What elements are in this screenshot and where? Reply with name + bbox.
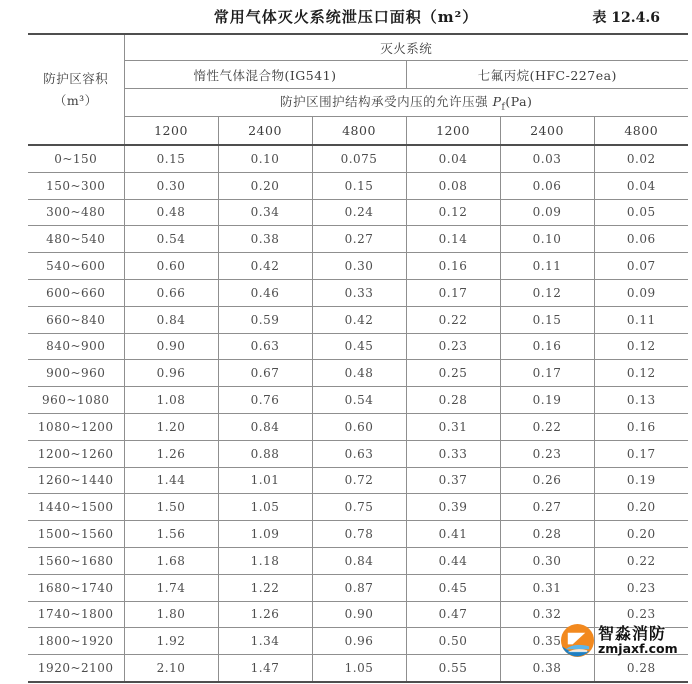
area-value-cell: 1.18 bbox=[218, 547, 312, 574]
area-value-cell: 0.23 bbox=[594, 574, 688, 601]
table-number: 表 12.4.6 bbox=[592, 10, 660, 26]
volume-range-cell: 300~480 bbox=[28, 199, 124, 226]
area-value-cell: 0.12 bbox=[594, 333, 688, 360]
table-row bbox=[28, 306, 688, 333]
area-value-cell: 0.59 bbox=[218, 306, 312, 333]
area-value-cell: 0.02 bbox=[594, 145, 688, 172]
watermark-text bbox=[598, 623, 678, 657]
table-row bbox=[28, 253, 688, 280]
area-value-cell: 0.67 bbox=[218, 360, 312, 387]
area-value-cell: 0.19 bbox=[500, 387, 594, 414]
area-value-cell: 0.63 bbox=[218, 333, 312, 360]
table-row bbox=[28, 360, 688, 387]
area-value-cell: 0.96 bbox=[124, 360, 218, 387]
volume-range-cell: 1680~1740 bbox=[28, 574, 124, 601]
pressure-value-header: 2400 bbox=[218, 117, 312, 146]
area-value-cell: 1.56 bbox=[124, 521, 218, 548]
area-value-cell: 0.27 bbox=[312, 226, 406, 253]
page-title: 常用气体灭火系统泄压口面积（m²） bbox=[213, 8, 479, 26]
table-row bbox=[28, 413, 688, 440]
area-value-cell: 0.55 bbox=[406, 655, 500, 682]
area-value-cell: 1.44 bbox=[124, 467, 218, 494]
area-value-cell: 0.26 bbox=[500, 467, 594, 494]
area-value-cell: 0.48 bbox=[124, 199, 218, 226]
area-value-cell: 0.48 bbox=[312, 360, 406, 387]
area-value-cell: 1.05 bbox=[312, 655, 406, 682]
area-value-cell: 0.06 bbox=[500, 172, 594, 199]
area-value-cell: 0.75 bbox=[312, 494, 406, 521]
area-value-cell: 0.28 bbox=[500, 521, 594, 548]
agent-hfc227ea-header: 七氟丙烷(HFC-227ea) bbox=[406, 61, 688, 89]
area-value-cell: 0.84 bbox=[218, 413, 312, 440]
table-row bbox=[28, 172, 688, 199]
volume-range-cell: 1800~1920 bbox=[28, 628, 124, 655]
area-value-cell: 0.09 bbox=[500, 199, 594, 226]
area-value-cell: 0.11 bbox=[594, 306, 688, 333]
area-value-cell: 0.33 bbox=[312, 279, 406, 306]
watermark-url: zmjaxf.com bbox=[598, 641, 678, 657]
area-value-cell: 0.04 bbox=[406, 145, 500, 172]
area-value-cell: 0.50 bbox=[406, 628, 500, 655]
volume-range-cell: 840~900 bbox=[28, 333, 124, 360]
volume-range-cell: 0~150 bbox=[28, 145, 124, 172]
area-value-cell: 0.17 bbox=[406, 279, 500, 306]
area-value-cell: 0.20 bbox=[594, 494, 688, 521]
area-value-cell: 1.68 bbox=[124, 547, 218, 574]
area-value-cell: 0.22 bbox=[500, 413, 594, 440]
area-value-cell: 0.72 bbox=[312, 467, 406, 494]
pressure-group-header bbox=[124, 89, 688, 117]
volume-column-header bbox=[28, 34, 124, 145]
area-value-cell: 0.03 bbox=[500, 145, 594, 172]
area-value-cell: 0.96 bbox=[312, 628, 406, 655]
table-row bbox=[28, 467, 688, 494]
area-value-cell: 0.87 bbox=[312, 574, 406, 601]
area-value-cell: 0.15 bbox=[312, 172, 406, 199]
table-row bbox=[28, 440, 688, 467]
pressure-relief-table bbox=[28, 33, 688, 683]
area-value-cell: 0.54 bbox=[312, 387, 406, 414]
area-value-cell: 0.23 bbox=[406, 333, 500, 360]
volume-range-cell: 540~600 bbox=[28, 253, 124, 280]
area-value-cell: 0.09 bbox=[594, 279, 688, 306]
area-value-cell: 1.26 bbox=[218, 601, 312, 628]
area-value-cell: 0.76 bbox=[218, 387, 312, 414]
volume-range-cell: 1920~2100 bbox=[28, 655, 124, 682]
area-value-cell: 0.10 bbox=[218, 145, 312, 172]
area-value-cell: 0.17 bbox=[500, 360, 594, 387]
volume-range-cell: 660~840 bbox=[28, 306, 124, 333]
area-value-cell: 0.44 bbox=[406, 547, 500, 574]
area-value-cell: 0.60 bbox=[312, 413, 406, 440]
pressure-symbol-subscript: f bbox=[501, 102, 506, 113]
area-value-cell: 0.23 bbox=[500, 440, 594, 467]
area-value-cell: 1.22 bbox=[218, 574, 312, 601]
table-row bbox=[28, 333, 688, 360]
area-value-cell: 0.32 bbox=[500, 601, 594, 628]
area-value-cell: 1.92 bbox=[124, 628, 218, 655]
volume-range-cell: 1200~1260 bbox=[28, 440, 124, 467]
table-row bbox=[28, 521, 688, 548]
pressure-symbol: P bbox=[492, 94, 502, 110]
area-value-cell: 0.06 bbox=[594, 226, 688, 253]
table-row bbox=[28, 145, 688, 172]
area-value-cell: 1.26 bbox=[124, 440, 218, 467]
area-value-cell: 0.60 bbox=[124, 253, 218, 280]
area-value-cell: 0.10 bbox=[500, 226, 594, 253]
volume-range-cell: 1080~1200 bbox=[28, 413, 124, 440]
area-value-cell: 1.05 bbox=[218, 494, 312, 521]
area-value-cell: 0.38 bbox=[500, 655, 594, 682]
table-row bbox=[28, 494, 688, 521]
volume-range-cell: 1740~1800 bbox=[28, 601, 124, 628]
area-value-cell: 0.19 bbox=[594, 467, 688, 494]
area-value-cell: 1.20 bbox=[124, 413, 218, 440]
pressure-value-header: 4800 bbox=[312, 117, 406, 146]
area-value-cell: 0.33 bbox=[406, 440, 500, 467]
area-value-cell: 0.45 bbox=[312, 333, 406, 360]
area-value-cell: 1.01 bbox=[218, 467, 312, 494]
area-value-cell: 0.34 bbox=[218, 199, 312, 226]
area-value-cell: 0.23 bbox=[594, 601, 688, 628]
volume-header-line1: 防护区容积 bbox=[43, 71, 109, 87]
area-value-cell: 0.31 bbox=[500, 574, 594, 601]
area-value-cell: 0.16 bbox=[594, 413, 688, 440]
volume-range-cell: 1560~1680 bbox=[28, 547, 124, 574]
area-value-cell: 0.05 bbox=[594, 199, 688, 226]
area-value-cell: 0.42 bbox=[218, 253, 312, 280]
area-value-cell: 1.09 bbox=[218, 521, 312, 548]
area-value-cell: 0.90 bbox=[124, 333, 218, 360]
table-body bbox=[28, 145, 688, 682]
area-value-cell: 0.66 bbox=[124, 279, 218, 306]
area-value-cell: 0.13 bbox=[594, 387, 688, 414]
area-value-cell: 0.78 bbox=[312, 521, 406, 548]
volume-range-cell: 960~1080 bbox=[28, 387, 124, 414]
pressure-value-header: 1200 bbox=[124, 117, 218, 146]
area-value-cell: 0.41 bbox=[406, 521, 500, 548]
table-row bbox=[28, 547, 688, 574]
zhimiao-logo-icon bbox=[560, 623, 595, 658]
area-value-cell: 0.07 bbox=[594, 253, 688, 280]
volume-range-cell: 1500~1560 bbox=[28, 521, 124, 548]
area-value-cell: 0.35 bbox=[500, 628, 594, 655]
area-value-cell: 0.16 bbox=[406, 253, 500, 280]
area-value-cell: 0.04 bbox=[594, 172, 688, 199]
area-value-cell: 0.84 bbox=[312, 547, 406, 574]
area-value-cell: 0.12 bbox=[500, 279, 594, 306]
pressure-value-header: 4800 bbox=[594, 117, 688, 146]
area-value-cell: 1.34 bbox=[218, 628, 312, 655]
area-value-cell: 0.90 bbox=[312, 601, 406, 628]
area-value-cell: 1.08 bbox=[124, 387, 218, 414]
volume-range-cell: 480~540 bbox=[28, 226, 124, 253]
pressure-value-header: 2400 bbox=[500, 117, 594, 146]
watermark-company-name: 智淼消防 bbox=[598, 623, 667, 643]
table-header bbox=[28, 34, 688, 145]
area-value-cell: 2.10 bbox=[124, 655, 218, 682]
area-value-cell: 0.075 bbox=[312, 145, 406, 172]
area-value-cell: 0.22 bbox=[594, 547, 688, 574]
area-value-cell: 0.28 bbox=[594, 655, 688, 682]
volume-header-line2: （m³） bbox=[53, 92, 98, 108]
volume-range-cell: 900~960 bbox=[28, 360, 124, 387]
area-value-cell: 0.12 bbox=[594, 360, 688, 387]
area-value-cell: 0.27 bbox=[500, 494, 594, 521]
area-value-cell: 0.47 bbox=[406, 601, 500, 628]
area-value-cell: 0.22 bbox=[406, 306, 500, 333]
area-value-cell: 0.20 bbox=[218, 172, 312, 199]
area-value-cell: 0.24 bbox=[312, 199, 406, 226]
area-value-cell: 0.12 bbox=[406, 199, 500, 226]
area-value-cell: 1.47 bbox=[218, 655, 312, 682]
area-value-cell: 0.14 bbox=[406, 226, 500, 253]
area-value-cell: 0.30 bbox=[500, 547, 594, 574]
watermark-logo bbox=[560, 623, 678, 658]
table-row bbox=[28, 226, 688, 253]
area-value-cell: 0.63 bbox=[312, 440, 406, 467]
area-value-cell: 0.54 bbox=[124, 226, 218, 253]
area-value-cell: 1.80 bbox=[124, 601, 218, 628]
pressure-unit: (Pa) bbox=[505, 94, 533, 110]
area-value-cell: 0.39 bbox=[406, 494, 500, 521]
volume-range-cell: 1260~1440 bbox=[28, 467, 124, 494]
area-value-cell: 0.30 bbox=[312, 253, 406, 280]
area-value-cell: 0.38 bbox=[218, 226, 312, 253]
table-row bbox=[28, 387, 688, 414]
area-value-cell: 0.88 bbox=[218, 440, 312, 467]
area-value-cell: 0.45 bbox=[406, 574, 500, 601]
agent-ig541-header: 惰性气体混合物(IG541) bbox=[124, 61, 406, 89]
table-row bbox=[28, 199, 688, 226]
area-value-cell: 1.50 bbox=[124, 494, 218, 521]
table-row bbox=[28, 655, 688, 682]
system-group-header: 灭火系统 bbox=[124, 34, 688, 61]
area-value-cell: 1.74 bbox=[124, 574, 218, 601]
area-value-cell: 0.15 bbox=[124, 145, 218, 172]
area-value-cell: 0.31 bbox=[406, 413, 500, 440]
area-value-cell: 0.16 bbox=[500, 333, 594, 360]
area-value-cell: 0.11 bbox=[500, 253, 594, 280]
pressure-label: 防护区围护结构承受内压的允许压强 bbox=[280, 94, 493, 110]
area-value-cell: 0.08 bbox=[406, 172, 500, 199]
volume-range-cell: 600~660 bbox=[28, 279, 124, 306]
area-value-cell: 0.15 bbox=[500, 306, 594, 333]
table-row bbox=[28, 279, 688, 306]
area-value-cell: 0.30 bbox=[124, 172, 218, 199]
volume-range-cell: 1440~1500 bbox=[28, 494, 124, 521]
area-value-cell: 0.84 bbox=[124, 306, 218, 333]
volume-range-cell: 150~300 bbox=[28, 172, 124, 199]
area-value-cell: 0.25 bbox=[406, 360, 500, 387]
area-value-cell: 0.42 bbox=[312, 306, 406, 333]
pressure-value-header: 1200 bbox=[406, 117, 500, 146]
area-value-cell: 0.20 bbox=[594, 521, 688, 548]
title-bar bbox=[0, 0, 692, 33]
area-value-cell: 0.17 bbox=[594, 440, 688, 467]
area-value-cell: 0.37 bbox=[406, 467, 500, 494]
area-value-cell: 0.46 bbox=[218, 279, 312, 306]
table-row bbox=[28, 574, 688, 601]
area-value-cell: 0.28 bbox=[406, 387, 500, 414]
